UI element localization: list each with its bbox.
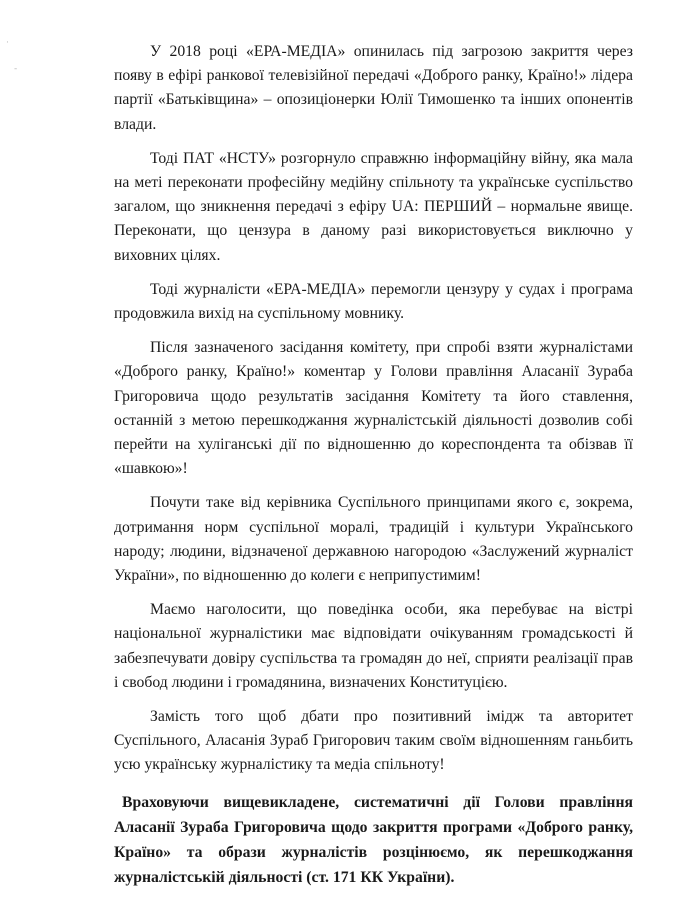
paragraph-conclusion: Враховуючи вищевикладене, систематичні дії Голови правління Аласанії Зураба Григоровича щодо закриття програми «Доброго ранку, Країно» та образи журналістів розцінюємо, як перешкоджання журналістській діяльності (ст. 171 КК України). [114, 793, 633, 886]
paragraph-committee-incident: Після зазначеного засідання комітету, при спробі взяти журналістами «Доброго ранку, Країно!» коментар у Голови правління Аласанії Зураба Григоровича щодо результатів засідання Комітету та його ставлення, останній з метою перешкоджання журналістській діяльності дозволив собі перейти на хуліганські дії по відношенню до кореспондента та обізвав її «шавкою»! [114, 339, 633, 478]
paragraph-disgrace: Замість того щоб дбати про позитивний імідж та авторитет Суспільного, Аласанія Зураб Григорович таким своїм відношенням ганьбить усю українську журналістику та медіа спільноту! [114, 708, 633, 774]
paragraph-unacceptable: Почути таке від керівника Суспільного принципами якого є, зокрема, дотримання норм суспільної моралі, традицій і культури Українського народу; людини, відзначеної державною нагородою «Заслужений журналіст України», по відношенню до колеги є неприпустимим! [114, 494, 633, 585]
paragraph-court-victory: Тоді журналісти «ЕРА-МЕДІА» перемогли цензуру у судах і програма продовжила вихід на суспільному мовнику. [114, 280, 633, 323]
document-body [114, 40, 633, 900]
paragraph-information-war: Тоді ПАТ «НСТУ» розгорнуло справжню інформаційну війну, яка мала на меті переконати професійну медійну спільноту та українське суспільство загалом, що зникнення передачі з ефіру UA: ПЕРШИЙ – нормальне явище. Переконати, що цензура в даному разі використовується виключно у виховних цілях. [114, 149, 633, 264]
margin-mark: · [6, 38, 9, 48]
paragraph-era-media-threat: У 2018 році «ЕРА-МЕДІА» опинилась під загрозою закриття через появу в ефірі ранкової телевізійної передачі «Доброго ранку, Країно!» лідера партії «Батьківщина» – опозиціонерки Юлії Тимошенко та інших опонентів влади. [114, 43, 633, 133]
paragraph-expectations: Маємо наголосити, що поведінка особи, яка перебуває на вістрі національної журналістики має відповідати очікуванням громадськості й забезпечувати довіру суспільства та громадян до неї, сприяти реалізації прав і свобод людини і громадянина, визначених Конституцією. [114, 601, 633, 691]
margin-mark: - [14, 64, 18, 74]
